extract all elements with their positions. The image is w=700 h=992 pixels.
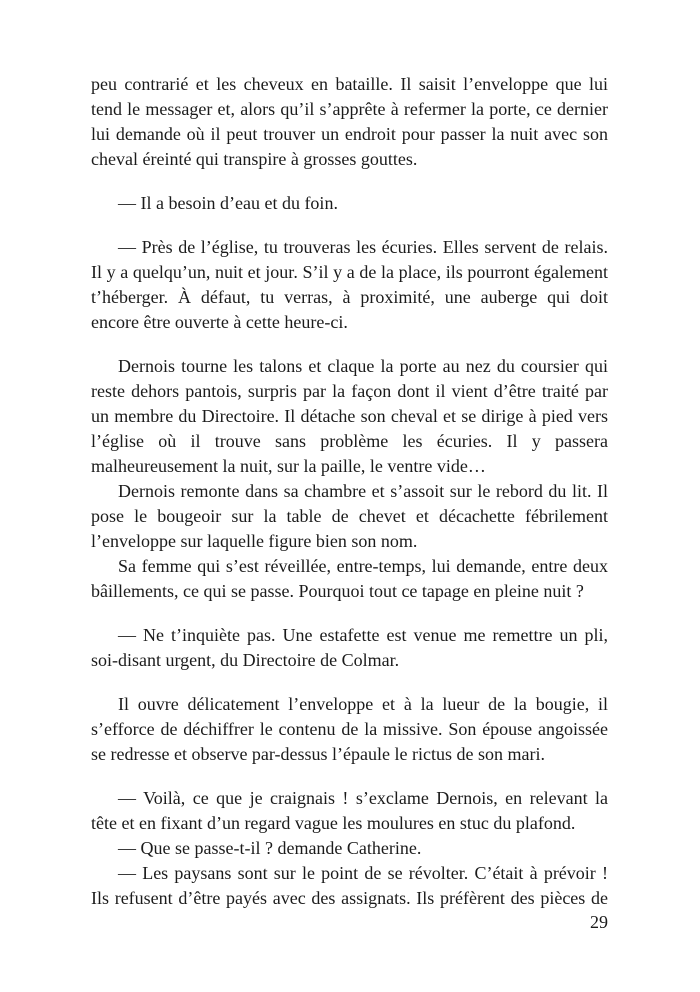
dialogue-paragraph — [91, 861, 608, 911]
text-line: pose le bougeoir sur la table de chevet et décachette fébrilement — [91, 506, 608, 526]
text-line: — Ne t’inquiète pas. Une estafette est venue me remettre un pli, — [118, 625, 608, 645]
text-line: lui demande où il peut trouver un endroit pour passer la nuit avec son — [91, 124, 608, 144]
text-line: tête et en fixant d’un regard vague les moulures en stuc du plafond. — [91, 813, 576, 833]
text-line: — Près de l’église, tu trouveras les écuries. Elles servent de relais. — [118, 237, 608, 257]
text-line: Il ouvre délicatement l’enveloppe et à la lueur de la bougie, il — [118, 694, 608, 714]
dialogue-paragraph — [91, 786, 608, 836]
text-line: un membre du Directoire. Il détache son cheval et se dirige à pied vers — [91, 406, 608, 426]
dialogue-paragraph — [91, 235, 608, 335]
text-line: l’enveloppe sur laquelle figure bien son nom. — [91, 531, 418, 551]
text-line: encore être ouverte à cette heure-ci. — [91, 312, 348, 332]
narration-paragraph — [91, 692, 608, 767]
narration-paragraph — [91, 479, 608, 554]
text-line: se redresse et observe par-dessus l’épaule le rictus de son mari. — [91, 744, 545, 764]
text-line: Sa femme qui s’est réveillée, entre-temps, lui demande, entre deux — [118, 556, 608, 576]
dialogue-paragraph — [91, 623, 608, 673]
text-column — [91, 72, 608, 911]
text-line: bâillements, ce qui se passe. Pourquoi tout ce tapage en pleine nuit ? — [91, 581, 584, 601]
dialogue-paragraph — [91, 191, 608, 216]
narration-paragraph — [91, 554, 608, 604]
text-line: soi-disant urgent, du Directoire de Colmar. — [91, 650, 400, 670]
text-line: — Il a besoin d’eau et du foin. — [118, 193, 338, 213]
text-line: reste dehors pantois, surpris par la façon dont il vient d’être traité par — [91, 381, 608, 401]
text-line: cheval éreinté qui transpire à grosses gouttes. — [91, 149, 418, 169]
text-line: — Les paysans sont sur le point de se révolter. C’était à prévoir ! — [118, 863, 608, 883]
text-line: Dernois tourne les talons et claque la porte au nez du coursier qui — [118, 356, 608, 376]
text-line: t’héberger. À défaut, tu verras, à proximité, une auberge qui doit — [91, 287, 608, 307]
text-line: s’efforce de déchiffrer le contenu de la missive. Son épouse angoissée — [91, 719, 608, 739]
text-line: Il y a quelqu’un, nuit et jour. S’il y a de la place, ils pourront également — [91, 262, 608, 282]
narration-paragraph — [91, 72, 608, 172]
text-line: — Voilà, ce que je craignais ! s’exclame Dernois, en relevant la — [118, 788, 608, 808]
text-line: Dernois remonte dans sa chambre et s’assoit sur le rebord du lit. Il — [118, 481, 608, 501]
text-line: tend le messager et, alors qu’il s’apprête à refermer la porte, ce dernier — [91, 99, 608, 119]
page-number: 29 — [590, 912, 608, 932]
text-line: peu contrarié et les cheveux en bataille. Il saisit l’enveloppe que lui — [91, 74, 608, 94]
text-line: Ils refusent d’être payés avec des assignats. Ils préfèrent des pièces de — [91, 888, 608, 908]
text-line: l’église où il trouve sans problème les écuries. Il y passera — [91, 431, 608, 451]
text-line: — Que se passe-t-il ? demande Catherine. — [118, 838, 422, 858]
text-line: malheureusement la nuit, sur la paille, le ventre vide… — [91, 456, 486, 476]
dialogue-paragraph — [91, 836, 608, 861]
narration-paragraph — [91, 354, 608, 479]
